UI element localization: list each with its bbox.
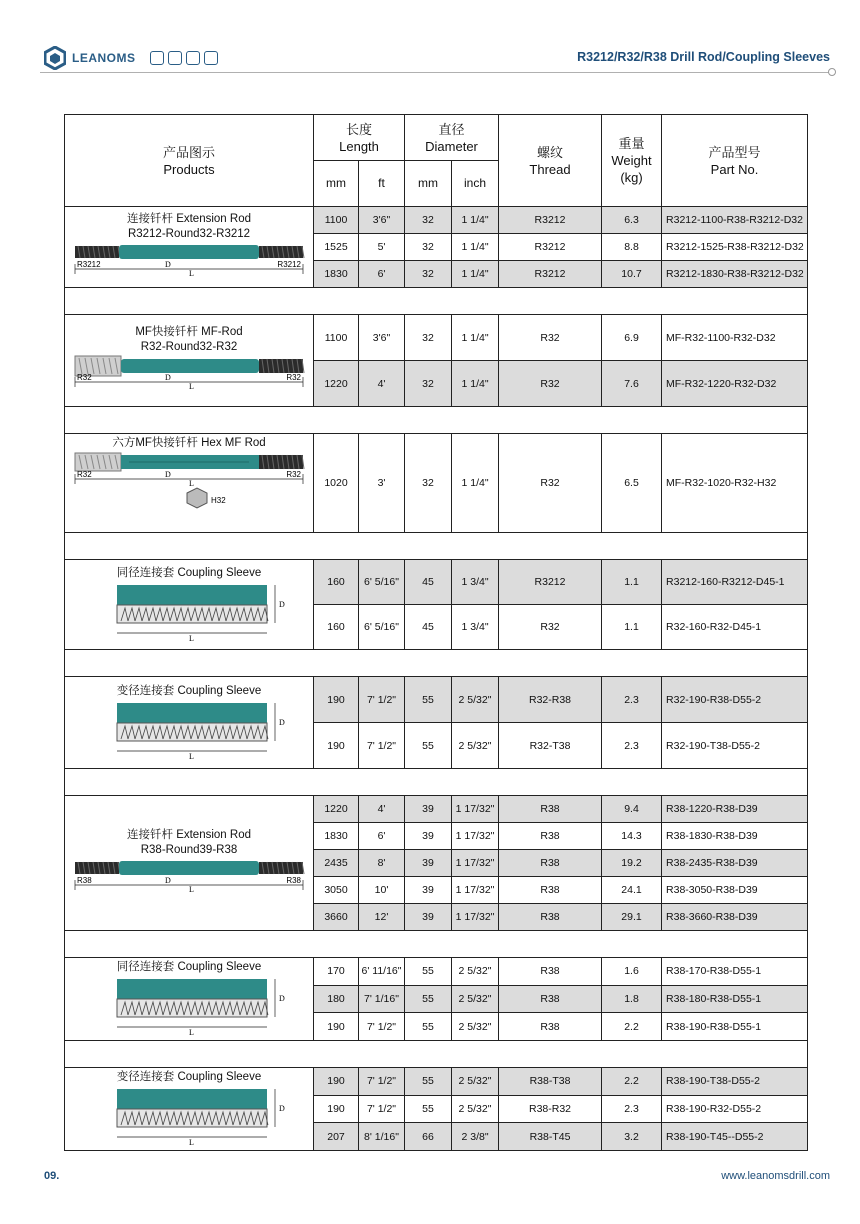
cell-diameter-inch: 1 3/4"	[452, 560, 499, 605]
right-thread-label: R32	[286, 373, 301, 382]
cell-diameter-inch: 1 3/4"	[452, 605, 499, 650]
cell-length-ft: 7' 1/16"	[359, 985, 405, 1013]
cell-part-no: R32-190-R38-D55-2	[662, 677, 808, 723]
brand-logo	[44, 46, 218, 70]
product-subtitle: R3212-Round32-R3212	[127, 227, 251, 240]
cell-weight: 2.3	[602, 1095, 662, 1123]
cell-diameter-inch: 1 1/4"	[452, 207, 499, 234]
cell-length-ft: 4'	[359, 796, 405, 823]
cell-length-mm: 170	[314, 958, 359, 986]
cell-diameter-mm: 39	[405, 796, 452, 823]
cell-weight: 3.2	[602, 1123, 662, 1151]
cell-length-mm: 190	[314, 677, 359, 723]
cell-part-no: R38-1220-R38-D39	[662, 796, 808, 823]
length-zh: 长度	[346, 121, 373, 137]
tunnel-icon	[168, 51, 182, 65]
logo-hexagon-icon	[44, 46, 66, 70]
cell-thread: R38	[499, 796, 602, 823]
cell-weight: 6.5	[602, 434, 662, 533]
drill-rod-diagram	[69, 451, 309, 529]
cell-part-no: R38-3660-R38-D39	[662, 904, 808, 931]
cell-thread: R38-T45	[499, 1123, 602, 1151]
cell-part-no: R38-1830-R38-D39	[662, 823, 808, 850]
product-image-cell	[65, 207, 314, 288]
cell-diameter-inch: 1 1/4"	[452, 361, 499, 407]
cell-diameter-inch: 1 1/4"	[452, 315, 499, 361]
cell-diameter-inch: 1 1/4"	[452, 234, 499, 261]
cell-weight: 1.1	[602, 560, 662, 605]
length-label: L	[189, 479, 194, 488]
cell-diameter-mm: 32	[405, 361, 452, 407]
col-products	[65, 115, 314, 207]
col-length-ft: ft	[359, 161, 405, 207]
product-image-cell	[65, 796, 314, 931]
col-thread	[499, 115, 602, 207]
product-image-cell	[65, 434, 314, 533]
cell-weight: 7.6	[602, 361, 662, 407]
cell-thread: R38	[499, 904, 602, 931]
cell-thread: R3212	[499, 207, 602, 234]
diameter-label: D	[165, 259, 171, 269]
cell-thread: R3212	[499, 261, 602, 288]
cell-thread: R38-T38	[499, 1068, 602, 1096]
footer-url: www.leanomsdrill.com	[721, 1170, 830, 1182]
cell-diameter-mm: 55	[405, 677, 452, 723]
cell-part-no: R3212-1830-R38-R3212-D32	[662, 261, 808, 288]
length-label: L	[189, 1028, 194, 1037]
col-diameter	[405, 115, 499, 161]
col-length	[314, 115, 405, 161]
cell-diameter-inch: 1 17/32"	[452, 850, 499, 877]
page-title: R3212/R32/R38 Drill Rod/Coupling Sleeves	[577, 50, 830, 64]
product-title: 变径连接套 Coupling Sleeve	[116, 1071, 262, 1083]
cell-part-no: R38-170-R38-D55-1	[662, 958, 808, 986]
length-label: L	[189, 633, 194, 643]
col-length-mm: mm	[314, 161, 359, 207]
weight-en: Weight	[611, 153, 652, 168]
product-title: 六方MF快接钎杆 Hex MF Rod	[112, 437, 266, 449]
cell-part-no: R38-190-T45--D55-2	[662, 1123, 808, 1151]
diameter-label: D	[279, 994, 285, 1003]
cell-length-mm: 1220	[314, 361, 359, 407]
cell-thread: R3212	[499, 234, 602, 261]
product-image-cell	[65, 677, 314, 769]
cell-thread: R32	[499, 315, 602, 361]
cell-diameter-mm: 55	[405, 1068, 452, 1096]
cell-diameter-inch: 1 17/32"	[452, 904, 499, 931]
spec-table	[64, 114, 808, 1151]
part-en: Part No.	[710, 161, 759, 177]
spec-row	[65, 796, 808, 823]
cell-length-ft: 7' 1/2"	[359, 1013, 405, 1041]
spec-row	[65, 958, 808, 986]
cell-weight: 29.1	[602, 904, 662, 931]
cell-length-ft: 3'	[359, 434, 405, 533]
spacer-cell	[65, 407, 808, 434]
group-spacer	[65, 650, 808, 677]
header-divider	[40, 72, 830, 73]
drill-icon	[186, 51, 200, 65]
diameter-label: D	[165, 373, 171, 382]
spacer-cell	[65, 650, 808, 677]
cell-length-mm: 180	[314, 985, 359, 1013]
hex-label: H32	[211, 496, 226, 505]
cell-thread: R38	[499, 985, 602, 1013]
header-divider-dot	[828, 68, 836, 76]
left-thread-label: R32	[77, 373, 92, 382]
product-image-cell	[65, 560, 314, 650]
cell-length-mm: 2435	[314, 850, 359, 877]
cell-length-ft: 6' 11/16"	[359, 958, 405, 986]
cell-diameter-mm: 39	[405, 877, 452, 904]
spacer-cell	[65, 533, 808, 560]
group-spacer	[65, 769, 808, 796]
product-image-cell	[65, 1068, 314, 1151]
product-title: 同径连接套 Coupling Sleeve	[116, 566, 262, 579]
spec-row	[65, 207, 808, 234]
weight-zh: 重量	[618, 136, 645, 151]
col-part-no	[662, 115, 808, 207]
product-title: 连接钎杆 Extension Rod	[127, 828, 251, 841]
diameter-zh: 直径	[438, 121, 465, 137]
cell-weight: 6.3	[602, 207, 662, 234]
cell-diameter-inch: 2 5/32"	[452, 723, 499, 769]
cell-length-mm: 3050	[314, 877, 359, 904]
cell-length-ft: 6' 5/16"	[359, 605, 405, 650]
cell-part-no: R3212-1100-R38-R3212-D32	[662, 207, 808, 234]
cell-thread: R32-R38	[499, 677, 602, 723]
group-spacer	[65, 533, 808, 560]
cell-length-mm: 190	[314, 723, 359, 769]
cell-length-mm: 1020	[314, 434, 359, 533]
cell-weight: 14.3	[602, 823, 662, 850]
cell-length-ft: 6'	[359, 823, 405, 850]
spacer-cell	[65, 769, 808, 796]
cell-part-no: MF-R32-1220-R32-D32	[662, 361, 808, 407]
mining-icon	[150, 51, 164, 65]
cell-weight: 1.1	[602, 605, 662, 650]
col-diameter-inch: inch	[452, 161, 499, 207]
cell-part-no: MF-R32-1020-R32-H32	[662, 434, 808, 533]
cell-thread: R38-R32	[499, 1095, 602, 1123]
cell-length-mm: 1525	[314, 234, 359, 261]
cell-weight: 2.2	[602, 1013, 662, 1041]
cell-part-no: MF-R32-1100-R32-D32	[662, 315, 808, 361]
length-label: L	[189, 884, 194, 894]
cell-thread: R32	[499, 434, 602, 533]
cell-weight: 19.2	[602, 850, 662, 877]
cell-length-ft: 3'6"	[359, 207, 405, 234]
spec-row	[65, 434, 808, 533]
cell-length-mm: 190	[314, 1013, 359, 1041]
cell-length-ft: 7' 1/2"	[359, 723, 405, 769]
cell-diameter-mm: 45	[405, 605, 452, 650]
cell-length-ft: 12'	[359, 904, 405, 931]
cell-diameter-mm: 45	[405, 560, 452, 605]
diameter-label: D	[165, 875, 171, 885]
cell-length-ft: 10'	[359, 877, 405, 904]
products-en: Products	[163, 161, 215, 177]
cell-diameter-mm: 55	[405, 723, 452, 769]
cell-diameter-inch: 2 5/32"	[452, 1068, 499, 1096]
cell-part-no: R32-190-T38-D55-2	[662, 723, 808, 769]
cell-diameter-mm: 32	[405, 207, 452, 234]
group-spacer	[65, 931, 808, 958]
cell-diameter-inch: 2 5/32"	[452, 1095, 499, 1123]
cell-diameter-mm: 55	[405, 1095, 452, 1123]
spacer-cell	[65, 288, 808, 315]
cell-weight: 2.3	[602, 723, 662, 769]
diameter-label: D	[279, 1104, 285, 1113]
drill-rod-diagram	[69, 355, 309, 395]
cell-weight: 10.7	[602, 261, 662, 288]
cell-part-no: R38-3050-R38-D39	[662, 877, 808, 904]
products-zh: 产品图示	[162, 144, 215, 160]
product-subtitle: R32-Round32-R32	[140, 341, 238, 353]
cell-weight: 1.6	[602, 958, 662, 986]
col-weight	[602, 115, 662, 207]
cell-weight: 6.9	[602, 315, 662, 361]
cell-part-no: R38-180-R38-D55-1	[662, 985, 808, 1013]
cell-length-ft: 6'	[359, 261, 405, 288]
cell-part-no: R38-190-R32-D55-2	[662, 1095, 808, 1123]
cell-length-mm: 3660	[314, 904, 359, 931]
group-spacer	[65, 288, 808, 315]
group-spacer	[65, 407, 808, 434]
cell-thread: R38	[499, 1013, 602, 1041]
cell-diameter-inch: 2 5/32"	[452, 677, 499, 723]
cell-diameter-inch: 1 1/4"	[452, 261, 499, 288]
thread-en: Thread	[529, 161, 571, 177]
cell-length-ft: 8'	[359, 850, 405, 877]
cell-diameter-mm: 55	[405, 1013, 452, 1041]
cell-weight: 24.1	[602, 877, 662, 904]
product-subtitle: R38-Round39-R38	[140, 843, 238, 856]
left-thread-label: R32	[77, 470, 92, 479]
cell-length-mm: 1100	[314, 315, 359, 361]
product-title: 连接钎杆 Extension Rod	[127, 212, 251, 225]
cell-diameter-mm: 39	[405, 850, 452, 877]
cell-diameter-mm: 55	[405, 985, 452, 1013]
spec-row	[65, 1068, 808, 1096]
cell-length-ft: 3'6"	[359, 315, 405, 361]
cell-length-mm: 1830	[314, 823, 359, 850]
cell-length-ft: 7' 1/2"	[359, 677, 405, 723]
cell-length-mm: 1830	[314, 261, 359, 288]
cell-diameter-inch: 2 5/32"	[452, 1013, 499, 1041]
cell-weight: 8.8	[602, 234, 662, 261]
cell-diameter-mm: 39	[405, 823, 452, 850]
left-thread-label: R38	[77, 875, 92, 885]
spacer-cell	[65, 931, 808, 958]
cell-part-no: R3212-160-R3212-D45-1	[662, 560, 808, 605]
coupling-sleeve-diagram	[69, 581, 309, 643]
cell-length-ft: 5'	[359, 234, 405, 261]
cell-diameter-mm: 32	[405, 261, 452, 288]
brand-icons	[150, 51, 218, 65]
length-label: L	[189, 751, 194, 761]
cell-thread: R38	[499, 958, 602, 986]
length-label: L	[189, 1138, 194, 1147]
cell-length-mm: 1100	[314, 207, 359, 234]
cell-diameter-inch: 2 3/8"	[452, 1123, 499, 1151]
diameter-label: D	[279, 599, 285, 609]
cell-diameter-mm: 66	[405, 1123, 452, 1151]
product-title: 同径连接套 Coupling Sleeve	[116, 961, 262, 973]
cell-part-no: R38-190-T38-D55-2	[662, 1068, 808, 1096]
spec-row	[65, 560, 808, 605]
cell-length-ft: 8' 1/16"	[359, 1123, 405, 1151]
cell-weight: 2.2	[602, 1068, 662, 1096]
weight-unit: (kg)	[620, 170, 643, 185]
cell-part-no: R38-2435-R38-D39	[662, 850, 808, 877]
cell-thread: R32	[499, 361, 602, 407]
length-label: L	[189, 268, 194, 278]
thread-zh: 螺纹	[537, 144, 564, 160]
cell-diameter-inch: 2 5/32"	[452, 985, 499, 1013]
cell-diameter-inch: 1 1/4"	[452, 434, 499, 533]
cell-thread: R38	[499, 850, 602, 877]
brand-name: LEANOMS	[72, 51, 136, 65]
cell-weight: 9.4	[602, 796, 662, 823]
drill-rod-diagram	[69, 858, 309, 898]
truck-icon	[204, 51, 218, 65]
cell-diameter-inch: 1 17/32"	[452, 796, 499, 823]
left-thread-label: R3212	[77, 259, 101, 269]
cell-diameter-mm: 55	[405, 958, 452, 986]
cell-weight: 2.3	[602, 677, 662, 723]
diameter-label: D	[279, 717, 285, 727]
cell-length-mm: 207	[314, 1123, 359, 1151]
page-number: 09.	[44, 1170, 60, 1182]
cell-part-no: R38-190-R38-D55-1	[662, 1013, 808, 1041]
cell-diameter-inch: 2 5/32"	[452, 958, 499, 986]
cell-length-mm: 160	[314, 605, 359, 650]
length-en: Length	[339, 138, 379, 154]
diameter-en: Diameter	[425, 138, 478, 154]
cell-length-ft: 4'	[359, 361, 405, 407]
product-image-cell	[65, 958, 314, 1041]
cell-length-ft: 6' 5/16"	[359, 560, 405, 605]
cell-diameter-inch: 1 17/32"	[452, 823, 499, 850]
cell-thread: R3212	[499, 560, 602, 605]
cell-length-mm: 190	[314, 1095, 359, 1123]
cell-diameter-mm: 39	[405, 904, 452, 931]
coupling-sleeve-diagram	[69, 699, 309, 761]
cell-weight: 1.8	[602, 985, 662, 1013]
drill-rod-diagram	[69, 242, 309, 282]
product-image-cell	[65, 315, 314, 407]
coupling-sleeve-diagram	[69, 975, 309, 1037]
col-diameter-mm: mm	[405, 161, 452, 207]
cell-length-mm: 1220	[314, 796, 359, 823]
spec-row	[65, 315, 808, 361]
cell-thread: R38	[499, 823, 602, 850]
cell-length-ft: 7' 1/2"	[359, 1068, 405, 1096]
coupling-sleeve-diagram	[69, 1085, 309, 1147]
cell-diameter-mm: 32	[405, 315, 452, 361]
group-spacer	[65, 1041, 808, 1068]
right-thread-label: R32	[286, 470, 301, 479]
page-header	[0, 0, 860, 80]
product-title: MF快接钎杆 MF-Rod	[135, 326, 243, 338]
cell-thread: R32	[499, 605, 602, 650]
cell-length-mm: 160	[314, 560, 359, 605]
cell-diameter-mm: 32	[405, 234, 452, 261]
diameter-label: D	[165, 470, 171, 479]
cell-part-no: R3212-1525-R38-R3212-D32	[662, 234, 808, 261]
length-label: L	[189, 382, 194, 391]
cell-diameter-mm: 32	[405, 434, 452, 533]
cell-diameter-inch: 1 17/32"	[452, 877, 499, 904]
right-thread-label: R38	[286, 875, 301, 885]
spacer-cell	[65, 1041, 808, 1068]
cell-length-mm: 190	[314, 1068, 359, 1096]
product-title: 变径连接套 Coupling Sleeve	[116, 684, 262, 697]
cell-length-ft: 7' 1/2"	[359, 1095, 405, 1123]
part-zh: 产品型号	[708, 144, 761, 160]
cell-part-no: R32-160-R32-D45-1	[662, 605, 808, 650]
spec-row	[65, 677, 808, 723]
cell-thread: R38	[499, 877, 602, 904]
right-thread-label: R3212	[277, 259, 301, 269]
cell-thread: R32-T38	[499, 723, 602, 769]
